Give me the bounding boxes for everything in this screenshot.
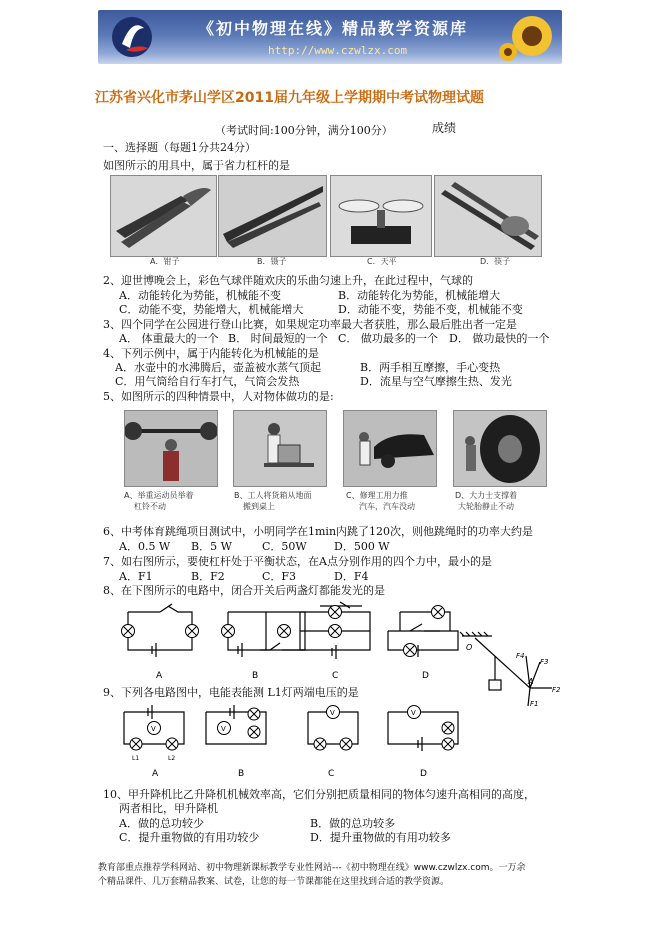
score-label: 成绩	[432, 121, 457, 135]
q10-option-b: B．做的总功较多	[310, 817, 396, 830]
lever-label-f4: F4	[516, 652, 525, 660]
q4-option-c: C．用气筒给自行车打气，气筒会发热	[115, 375, 300, 388]
weightlifter-icon	[125, 411, 217, 486]
q5-caption-b1: B、工人将货箱从地面	[234, 491, 312, 500]
q10-stem: 10、甲升降机比乙升降机机械效率高，它们分别把质量相同的物体匀速升高相同的高度，	[103, 788, 535, 801]
q4-option-b: B．两手相互摩擦，手心变热	[360, 361, 501, 374]
q1-caption-b: B．镊子	[257, 257, 287, 266]
chopsticks-icon	[435, 176, 541, 256]
push-car-icon	[344, 411, 436, 486]
q8-label-b: B	[252, 671, 259, 681]
q2-stem: 2、迎世博晚会上，彩色气球伴随欢庆的乐曲匀速上升，在此过程中，气球的	[103, 274, 473, 287]
q10-option-c: C．提升重物做的有用功较少	[119, 831, 260, 844]
q8-label-c: C	[332, 671, 339, 681]
q7-option-d: D．F4	[334, 570, 369, 583]
tweezers-icon	[219, 176, 326, 256]
q10-stem-2: 两者相比，甲升降机	[119, 802, 218, 815]
q1-caption-c: C．天平	[367, 257, 397, 266]
q9-label-a: A	[152, 769, 159, 779]
q5-caption-c1: C、修理工用力推	[346, 491, 408, 500]
q2-option-d: D．动能不变，势能不变，机械能不变	[338, 303, 523, 316]
q9-meter-d: V	[411, 709, 416, 717]
lever-diagram	[460, 632, 552, 706]
q5-caption-a1: A、举重运动员举着	[124, 491, 194, 500]
q3-option-d: D． 做功最快的一个	[449, 332, 550, 345]
q4-option-d: D．流星与空气摩擦生热、发光	[360, 375, 512, 388]
q3-stem: 3、四个同学在公园进行登山比赛，如果规定功率最大者获胜，那么最后胜出者一定是	[103, 318, 517, 331]
q6-option-d: D．500 W	[334, 540, 390, 553]
footer-line-2: 个精品课件、几万套精品教案、试卷，让您的每一节课都能在这里找到合适的教学资源。	[98, 877, 450, 887]
tire-icon	[454, 411, 546, 486]
q10-option-a: A．做的总功较少	[119, 817, 204, 830]
q9-label-b: B	[238, 769, 245, 779]
q9-meter-b: V	[221, 725, 226, 733]
q6-stem: 6、中考体育跳绳项目测试中，小明同学在1min内跳了120次，则他跳绳时的功率大约是	[103, 525, 534, 538]
q1-caption-d: D．筷子	[480, 257, 511, 266]
q9-circuits-diagram	[118, 702, 478, 780]
lever-label-f2: F2	[552, 686, 561, 694]
q4-stem: 4、下列示例中，属于内能转化为机械能的是	[103, 347, 319, 360]
header-banner	[98, 10, 562, 64]
q7-option-c: C．F3	[262, 570, 297, 583]
q7-stem: 7、如右图所示，要使杠杆处于平衡状态，在A点分别作用的四个力中，最小的是	[103, 555, 492, 568]
q5-caption-a2: 杠铃不动	[134, 502, 166, 511]
q1-photo-tweezers	[218, 175, 327, 257]
q8-label-d: D	[422, 671, 429, 681]
q3-option-b: B． 时间最短的一个	[228, 332, 328, 345]
q5-photo-push-car	[343, 410, 437, 487]
circuit-a	[128, 604, 192, 657]
q1-stem: 如图所示的用具中，属于省力杠杆的是	[103, 159, 290, 172]
section-heading: 一、选择题（每题1分共24分）	[103, 141, 256, 154]
q10-option-d: D．提升重物做的有用功较多	[310, 831, 451, 844]
sunflower-icon	[498, 12, 558, 64]
exam-time-score: （考试时间:100分钟，满分100分）	[215, 124, 393, 137]
q9-stem: 9、下列各电路图中，电能表能测 L1灯两端电压的是	[103, 686, 359, 699]
document-title: 江苏省兴化市茅山学区2011届九年级上学期期中考试物理试题	[95, 90, 484, 106]
q9-meter-c: V	[330, 709, 335, 717]
q5-caption-b2: 搬到桌上	[243, 502, 275, 511]
q4-option-a: A．水壶中的水沸腾后，壶盖被水蒸气顶起	[115, 361, 321, 374]
lever-label-f3: F3	[540, 658, 549, 666]
q9-lamp-l1: L1	[132, 755, 140, 762]
q9-label-c: C	[328, 769, 335, 779]
q3-option-c: C． 做功最多的一个	[338, 332, 438, 345]
q3-option-a: A． 体重最大的一个	[119, 332, 219, 345]
q7-option-b: B．F2	[191, 570, 225, 583]
q5-caption-d1: D、大力士支撑着	[455, 491, 518, 500]
q6-option-b: B．5 W	[191, 540, 232, 553]
balance-icon	[331, 176, 431, 256]
q2-option-a: A．动能转化为势能，机械能不变	[119, 289, 281, 302]
q1-photo-pliers	[110, 175, 217, 257]
q5-photo-worker-box	[233, 410, 327, 487]
q2-option-b: B．动能转化为势能，机械能增大	[338, 289, 501, 302]
q7-option-a: A．F1	[119, 570, 153, 583]
q2-option-c: C．动能不变，势能增大，机械能增大	[119, 303, 304, 316]
q1-photo-balance	[330, 175, 432, 257]
q9-label-d: D	[420, 769, 427, 779]
q5-caption-d2: 大轮胎静止不动	[458, 502, 514, 511]
q9-lamp-l2: L2	[168, 755, 176, 762]
q6-option-a: A．0.5 W	[119, 540, 171, 553]
pliers-icon	[111, 176, 216, 256]
q5-caption-c2: 汽车，汽车没动	[359, 502, 415, 511]
footer-line-1: 教育部重点推荐学科网站、初中物理新课标教学专业性网站---《初中物理在线》www.czwlzx.com。一万余	[98, 863, 526, 873]
q5-stem: 5、如图所示的四种情景中，人对物体做功的是:	[103, 390, 334, 403]
banner-title: 《初中物理在线》精品教学资源库	[198, 19, 469, 38]
q6-option-c: C．50W	[262, 540, 307, 553]
q8-stem: 8、在下图所示的电路中，闭合开关后两盏灯都能发光的是	[103, 584, 385, 597]
q5-photo-tire	[453, 410, 547, 487]
circuit-b	[228, 612, 305, 657]
q1-caption-a: A．钳子	[150, 257, 180, 266]
q9-meter-a: V	[151, 725, 156, 733]
banner-url[interactable]: http://www.czwlzx.com	[268, 44, 408, 57]
site-logo-icon	[108, 14, 156, 60]
lever-label-a: A	[528, 677, 534, 686]
q5-photo-weightlifter	[124, 410, 218, 487]
worker-box-icon	[234, 411, 326, 486]
lever-label-o: O	[466, 643, 473, 652]
circuit-d	[388, 612, 458, 657]
q8-label-a: A	[156, 671, 163, 681]
lever-label-f1: F1	[530, 700, 539, 708]
q1-photo-chopsticks	[434, 175, 542, 257]
